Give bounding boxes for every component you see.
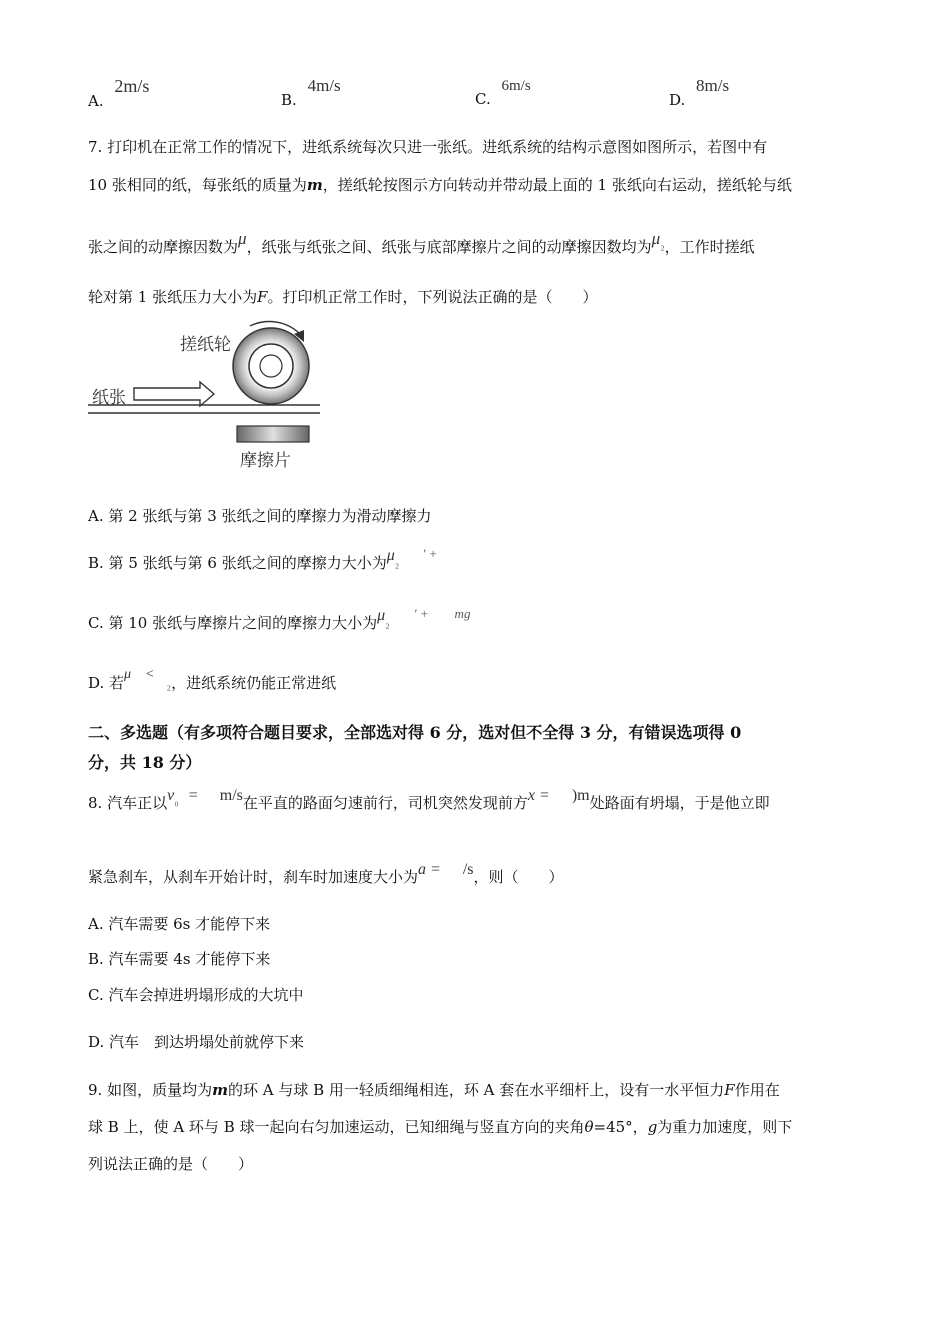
q9-line-1 [88,1079,780,1100]
q7-option-c-tail: ′ + mg [413,606,471,621]
q8-option-a: A. 汽车需要 6s 才能停下来 [88,915,271,933]
q8-line-2 [88,861,564,887]
q6-option-d-label: D. [669,91,686,109]
q8-v0-sub: ₀ [174,792,179,807]
q7-option-c-text: C. 第 10 张纸与摩擦片之间的摩擦力大小为 [88,614,378,632]
q7-option-b-mu: μ [386,547,395,564]
q9-theta: θ [584,1118,594,1136]
q7-option-c [88,606,471,633]
q8-v0-unit: m/s [219,787,243,804]
q7-mu1: μ [238,229,247,248]
q7-line-3 [88,229,755,257]
q9-line-2a: 球 B 上，使 A 环与 B 球一起向右匀加速运动，已知细绳与竖直方向的夹角 [88,1118,585,1136]
q6-option-a-label: A. [88,92,104,110]
q9-line-2b: =45°， [593,1118,648,1136]
q8-x-eq: x = [527,787,550,804]
figure-label-pad: 摩擦片 [240,451,291,471]
section-2-heading-line-1: 二、多选题（有多项符合题目要求，全部选对得 6 分，选对但不全得 3 分，有错误选项得 0 [88,723,742,742]
q7-option-b-tail: ′ + [423,546,437,561]
q8-option-d: D. 汽车 到达坍塌处前就停下来 [88,1033,305,1051]
q6-option-c-label: C. [475,90,491,108]
q7-option-d [88,667,337,693]
q8-option-c: C. 汽车会掉进坍塌形成的大坑中 [88,986,304,1004]
q8-v0: v [167,787,175,804]
q7-option-d-text: D. 若 [88,674,125,692]
section-2-heading-line-2: 分，共 18 分） [88,753,202,772]
q7-option-b-text: B. 第 5 张纸与第 6 张纸之间的摩擦力大小为 [88,554,387,572]
q8-option-b: B. 汽车需要 4s 才能停下来 [88,950,271,968]
q9-line-2 [88,1116,792,1137]
roller-wheel [233,328,309,404]
q7-line-2b: ，搓纸轮按图示方向转动并带动最上面的 1 张纸向右运动，搓纸轮与纸 [322,176,792,194]
q6-option-b [281,76,341,109]
q9-line-1a: 9. 如图，质量均为 [88,1081,213,1099]
q6-option-a [88,76,150,110]
figure-label-paper: 纸张 [92,388,126,408]
q7-option-d-tail: ，进纸系统仍能正常进纸 [171,674,337,692]
q7-option-b [88,546,437,573]
q9-line-3: 列说法正确的是（ ） [88,1155,254,1173]
q8-line-2a: 紧急刹车，从刹车开始计时，刹车时加速度大小为 [88,868,419,886]
q8-a-unit: /s [462,861,474,878]
q7-option-d-sub: ₂ [166,676,172,691]
q7-line-2 [88,174,792,195]
q7-line-3b: ，纸张与纸张之间、纸张与底部摩擦片之间的动摩擦因数均为 [246,238,652,256]
q8-line-2b: ，则（ ） [473,868,564,886]
q7-line-3c: ，工作时搓纸 [664,238,755,256]
q9-mass-symbol: m [212,1081,228,1099]
paper-direction-arrow [134,382,214,406]
q9-line-1c: 作用在 [734,1081,780,1099]
friction-pad [237,426,309,442]
q7-mass-symbol: m [306,176,323,194]
q7-option-a: A. 第 2 张纸与第 3 张纸之间的摩擦力为滑动摩擦力 [88,507,432,525]
q6-option-d-value: 8m/s [696,76,730,95]
q7-line-4 [88,286,598,307]
q7-line-4a: 轮对第 1 张纸压力大小为 [88,288,258,306]
q7-option-c-sub: ₂ [385,614,390,629]
q9-force-symbol: F [724,1081,735,1099]
figure-label-wheel: 搓纸轮 [180,335,231,355]
q8-a-eq: a = [418,861,441,878]
q9-line-2c: 为重力加速度，则下 [657,1118,793,1136]
q8-v0-eq: = [188,787,198,804]
q7-option-b-sub: ₂ [394,554,400,569]
q7-line-1: 7. 打印机在正常工作的情况下，进纸系统每次只进一张纸。进纸系统的结构示意图如图所示，若图中有 [88,138,768,156]
q7-force-symbol: F [257,288,268,306]
q6-option-b-label: B. [281,91,297,109]
q8-x-unit: )m [571,787,590,804]
q8-line-1a: 8. 汽车正以 [88,794,168,812]
q8-line-1 [88,787,770,813]
q7-line-4b: 。打印机正常工作时，下列说法正确的是（ ） [267,288,598,306]
q6-option-b-value: 4m/s [307,76,341,95]
q9-line-1b: 的环 A 与球 B 用一轻质细绳相连，环 A 套在水平细杆上，设有一水平恒力 [227,1081,725,1099]
q7-line-2a: 10 张相同的纸，每张纸的质量为 [88,176,307,194]
q7-mu2-sub: ₂ [660,236,665,251]
q7-mu2: μ [651,229,661,248]
q6-option-c [475,76,531,108]
q7-option-d-mu: μ < [124,667,155,682]
q6-option-c-value: 6m/s [501,78,531,94]
q6-option-d [669,76,730,109]
q8-line-1b: 在平直的路面匀速前行，司机突然发现前方 [242,794,528,812]
q8-line-1c: 处路面有坍塌，于是他立即 [589,794,770,812]
q9-g-symbol: g [647,1118,658,1136]
q6-option-a-value: 2m/s [114,76,150,96]
q7-line-3a: 张之间的动摩擦因数为 [88,238,239,256]
q7-option-c-mu: μ [377,607,386,624]
